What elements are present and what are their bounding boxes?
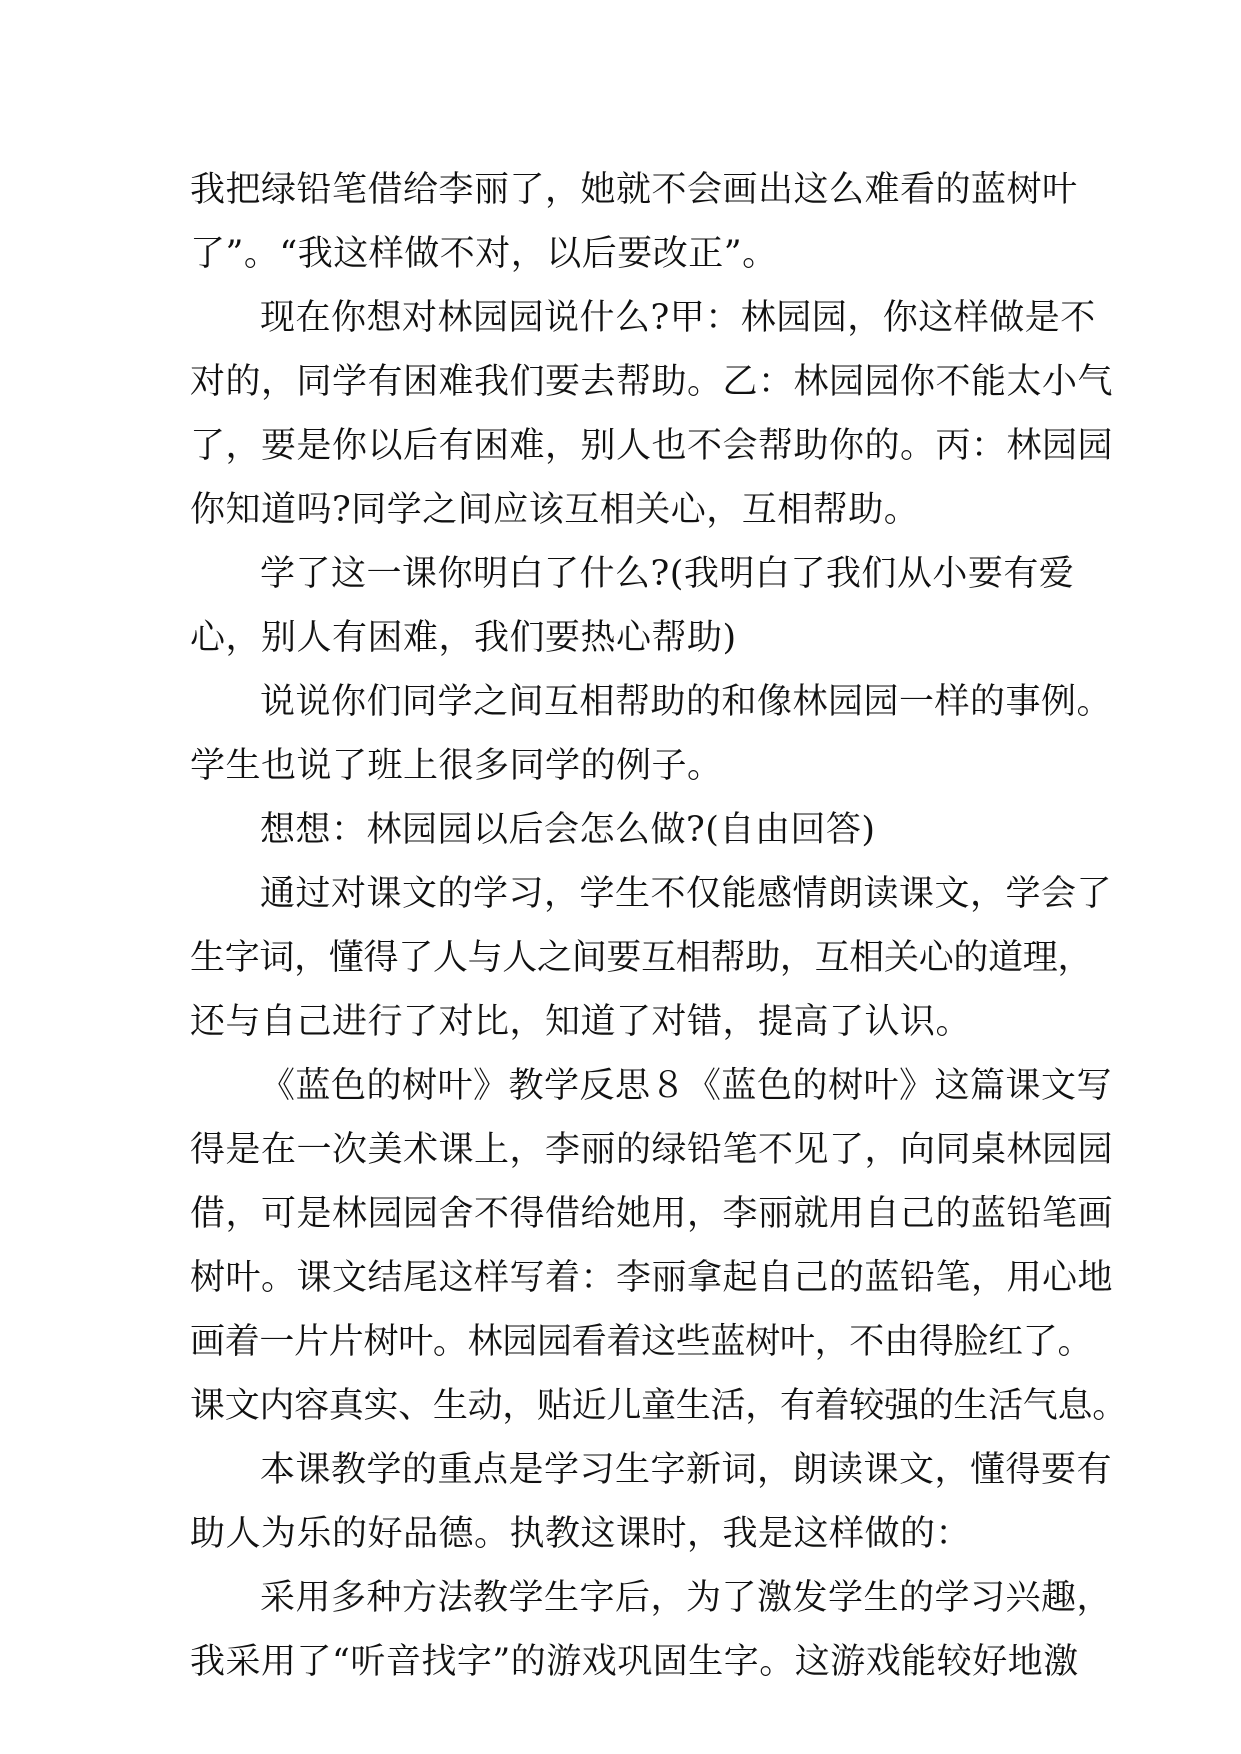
text-line: 学生也说了班上很多同学的例子。 bbox=[190, 746, 723, 786]
text-line: 还与自己进行了对比，知道了对错，提高了认识。 bbox=[190, 1002, 972, 1042]
text-line: 心，别人有困难，我们要热心帮助) bbox=[190, 618, 737, 658]
paragraph-start-line: 学了这一课你明白了什么?(我明白了我们从小要有爱 bbox=[260, 554, 1075, 594]
paragraph-start-line: 采用多种方法教学生字后，为了激发学生的学习兴趣， bbox=[260, 1578, 1113, 1618]
text-line: 借，可是林园园舍不得借给她用，李丽就用自己的蓝铅笔画 bbox=[190, 1194, 1114, 1234]
text-line: 我采用了“听音找字”的游戏巩固生字。这游戏能较好地激 bbox=[190, 1642, 1079, 1682]
paragraph-start-line: 想想：林园园以后会怎么做?(自由回答) bbox=[260, 810, 876, 850]
text-line: 你知道吗?同学之间应该互相关心，互相帮助。 bbox=[190, 490, 920, 530]
text-line: 生字词，懂得了人与人之间要互相帮助，互相关心的道理， bbox=[190, 938, 1093, 978]
text-line: 树叶。课文结尾这样写着：李丽拿起自己的蓝铅笔，用心地 bbox=[190, 1258, 1114, 1298]
paragraph-start-line: 现在你想对林园园说什么?甲：林园园，你这样做是不 bbox=[260, 298, 1096, 338]
text-line: 了，要是你以后有困难，别人也不会帮助你的。丙：林园园 bbox=[190, 426, 1114, 466]
text-line: 得是在一次美术课上，李丽的绿铅笔不见了，向同桌林园园 bbox=[190, 1130, 1114, 1170]
text-line: 了”。“我这样做不对，以后要改正”。 bbox=[190, 234, 778, 274]
paragraph-start-line: 说说你们同学之间互相帮助的和像林园园一样的事例。 bbox=[260, 682, 1113, 722]
body-text bbox=[190, 158, 1127, 1694]
text-line: 课文内容真实、生动，贴近儿童生活，有着较强的生活气息。 bbox=[190, 1386, 1127, 1426]
paragraph-start-line: 《蓝色的树叶》教学反思８《蓝色的树叶》这篇课文写 bbox=[260, 1066, 1113, 1106]
text-line: 画着一片片树叶。林园园看着这些蓝树叶，不由得脸红了。 bbox=[190, 1322, 1093, 1362]
text-line: 我把绿铅笔借给李丽了，她就不会画出这么难看的蓝树叶 bbox=[190, 170, 1078, 210]
paragraph-start-line: 通过对课文的学习，学生不仅能感情朗读课文，学会了 bbox=[260, 874, 1113, 914]
text-line: 助人为乐的好品德。执教这课时，我是这样做的： bbox=[190, 1514, 972, 1554]
text-line: 对的，同学有困难我们要去帮助。乙：林园园你不能太小气 bbox=[190, 362, 1114, 402]
paragraph-start-line: 本课教学的重点是学习生字新词，朗读课文，懂得要有 bbox=[260, 1450, 1113, 1490]
